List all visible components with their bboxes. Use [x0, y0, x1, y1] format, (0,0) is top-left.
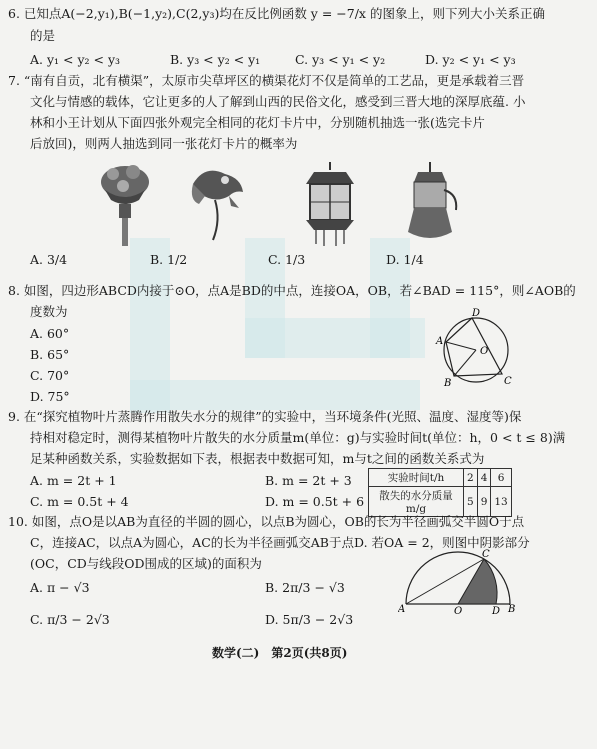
q8-label-b: B [444, 378, 452, 389]
q9-line-2: 持相对稳定时，测得某植物叶片散失的水分质量m(单位：g)与实验时间t(单位：h，0 < t ≤ 8)满 [30, 430, 566, 445]
q6-option-b: B. y₃ < y₂ < y₁ [170, 52, 261, 67]
q8-option-a: A. 60° [30, 326, 70, 341]
q10-line-3: (OC，CD与线段OD围成的区域)的面积为 [30, 556, 262, 571]
q9-data-table [368, 468, 512, 517]
q7-line-2: 文化与情感的载体，它让更多的人了解到山西的民俗文化，感受到三晋大地的深厚底蕴. 小 [30, 94, 526, 109]
q8-line-2: 度数为 [30, 304, 68, 319]
q9-line-1: 9. 在“探究植物叶片蒸腾作用散失水分的规律”的实验中，当环境条件(光照、温度、湿度等)保 [8, 409, 522, 424]
table-cell: 13 [491, 487, 511, 517]
q10-option-d: D. 5π/3 − 2√3 [265, 612, 354, 627]
table-cell: 9 [477, 487, 491, 517]
q10-option-c: C. π/3 − 2√3 [30, 612, 110, 627]
q10-line-2: C，连接AC，以点A为圆心，AC的长为半径画弧交AB于点D. 若OA = 2，则图中阴影部分 [30, 535, 530, 550]
q8-label-d: D [472, 308, 481, 319]
q10-option-b: B. 2π/3 − √3 [265, 580, 345, 595]
q6-option-a: A. y₁ < y₂ < y₃ [30, 52, 121, 67]
q10-option-a: A. π − √3 [30, 580, 90, 595]
q7-line-3: 林和小王计划从下面四张外观完全相同的花灯卡片中，分别随机抽选一张(选完卡片 [30, 115, 485, 130]
table-row [369, 469, 512, 487]
q10-semicircle-diagram [398, 548, 518, 614]
q7-option-d: D. 1/4 [386, 252, 424, 267]
table-row [369, 487, 512, 517]
q8-label-o: O [480, 346, 489, 357]
q9-option-a: A. m = 2t + 1 [30, 473, 117, 488]
q7-line-4: 后放回)，则两人抽选到同一张花灯卡片的概率为 [30, 136, 298, 151]
lantern-card-1-image [95, 160, 155, 248]
q8-label-c: C [504, 376, 512, 387]
q7-option-a: A. 3/4 [30, 252, 68, 267]
table-cell: 4 [477, 469, 491, 487]
lantern-card-3-image [300, 160, 360, 248]
q10-line-1: 10. 如图，点O是以AB为直径的半圆的圆心，以点B为圆心，OB的长为半径画弧交半圆O于点 [8, 514, 525, 529]
q10-label-c: C [482, 549, 490, 560]
q9-option-d: D. m = 0.5t + 6 [265, 494, 365, 509]
q6-option-c: C. y₃ < y₁ < y₂ [295, 52, 386, 67]
q8-option-d: D. 75° [30, 389, 70, 404]
lantern-card-2-image [185, 160, 250, 248]
q9-line-3: 足某种函数关系，实验数据如下表，根据表中数据可知，m与t之间的函数关系式为 [30, 451, 485, 466]
watermark-bar [130, 380, 420, 410]
lantern-card-4-image [400, 160, 460, 248]
table-cell: 实验时间t/h [369, 469, 464, 487]
q8-line-1: 8. 如图，四边形ABCD内接于⊙O，点A是BD的中点，连接OA，OB，若∠BAD = 115°，则∠AOB的 [8, 283, 576, 298]
q7-line-1: 7. “南有自贡，北有横渠”，太原市尖草坪区的横渠花灯不仅是简单的工艺品，更是承载着三晋 [8, 73, 525, 88]
q8-circle-diagram [430, 308, 520, 390]
q10-label-b: B [508, 604, 516, 614]
q10-label-a: A [398, 604, 406, 614]
table-cell: 6 [491, 469, 511, 487]
q8-label-a: A [436, 336, 444, 347]
q8-option-c: C. 70° [30, 368, 70, 383]
page-footer: 数学(二) 第2页(共8页) [212, 646, 348, 660]
table-cell: 5 [464, 487, 478, 517]
table-cell: 2 [464, 469, 478, 487]
q6-option-d: D. y₂ < y₁ < y₃ [425, 52, 516, 67]
q7-option-b: B. 1/2 [150, 252, 188, 267]
q6-stem-2: 的是 [30, 28, 56, 43]
q10-label-d: D [492, 606, 501, 614]
q6-stem: 6. 已知点A(−2,y₁),B(−1,y₂),C(2,y₃)均在反比例函数 y = −7/x 的图象上，则下列大小关系正确 [8, 6, 545, 21]
table-cell: 散失的水分质量m/g [369, 487, 464, 517]
q9-option-c: C. m = 0.5t + 4 [30, 494, 129, 509]
q10-label-o: O [454, 606, 463, 614]
q9-option-b: B. m = 2t + 3 [265, 473, 352, 488]
q8-option-b: B. 65° [30, 347, 70, 362]
q7-option-c: C. 1/3 [268, 252, 306, 267]
